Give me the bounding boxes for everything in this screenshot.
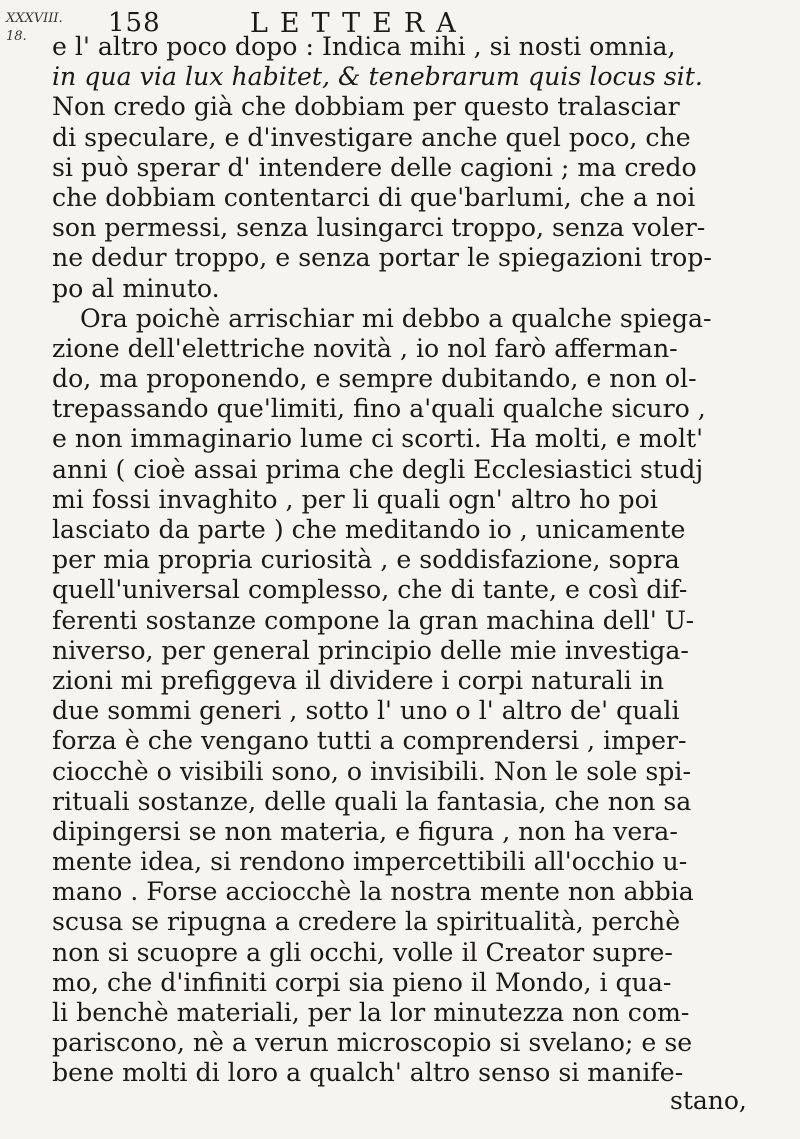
text-line: po al minuto.	[52, 273, 220, 303]
running-title: LETTERA	[250, 8, 468, 39]
text-line: lasciato da parte ) che meditando io , unicamente	[52, 515, 686, 544]
text-line: in qua via lux habitet, & tenebrarum quis locus sit.	[52, 62, 703, 92]
margin-letter-number: XXXVIII.	[6, 11, 63, 26]
text-line: e non immaginario lume ci scorti. Ha molti, e molt'	[52, 424, 704, 454]
text-line: ne dedur troppo, e senza portar le spiegazioni trop-	[52, 243, 712, 273]
text-line: dipingersi se non materia, e figura , non ha vera-	[52, 816, 678, 846]
text-line: zioni mi prefiggeva il dividere i corpi naturali in	[52, 665, 665, 695]
text-line: che dobbiam contentarci di que'barlumi, che a noi	[52, 182, 696, 212]
text-line: mi fossi invaghito , per li quali ogn' altro ho poi	[52, 484, 658, 514]
text-line: do, ma proponendo, e sempre dubitando, e non ol-	[52, 364, 697, 394]
text-line: per mia propria curiosità , e soddisfazione, sopra	[52, 545, 680, 575]
text-line: di speculare, e d'investigare anche quel poco, che	[52, 122, 691, 152]
body-text	[52, 32, 792, 1089]
text-line: ferenti sostanze compone la gran machina dell' U-	[52, 605, 695, 635]
text-line: mano . Forse acciocchè la nostra mente non abbia	[52, 877, 694, 907]
text-line: forza è che vengano tutti a comprendersi , imper-	[52, 726, 687, 756]
text-line: Ora poichè arrischiar mi debbo a qualche spiega-	[80, 303, 712, 333]
text-line: non si scuopre a gli occhi, volle il Creator supre-	[52, 937, 673, 967]
text-line: niverso, per general principio delle mie investiga-	[52, 635, 689, 665]
text-line: mo, che d'infiniti corpi sia pieno il Mondo, i qua-	[52, 967, 672, 997]
text-line: zione dell'elettriche novità , io nol farò afferman-	[52, 333, 678, 363]
text-line: ciocchè o visibili sono, o invisibili. Non le sole spi-	[52, 756, 691, 786]
text-line: due sommi generi , sotto l' uno o l' altro de' quali	[52, 696, 680, 726]
text-line: e l' altro poco dopo : Indica mihi , si nosti omnia,	[52, 32, 676, 61]
text-line: trepassando que'limiti, fino a'quali qualche sicuro ,	[52, 394, 706, 424]
margin-line-number: 18.	[6, 29, 27, 44]
text-line: Non credo già che dobbiam per questo tralasciar	[52, 92, 680, 122]
text-line: pariscono, nè a verun microscopio si svelano; e se	[52, 1028, 693, 1058]
text-line: bene molti di loro a qualch' altro senso si manife-	[52, 1058, 684, 1088]
text-line: scusa se ripugna a credere la spiritualità, perchè	[52, 907, 681, 937]
text-line: mente idea, si rendono impercettibili all'occhio u-	[52, 847, 688, 877]
page-number: 158	[108, 8, 161, 38]
text-line: son permessi, senza lusingarci troppo, senza voler-	[52, 213, 706, 243]
text-line: anni ( cioè assai prima che degli Ecclesiastici studj	[52, 454, 704, 484]
text-line: si può sperar d' intendere delle cagioni ; ma credo	[52, 152, 697, 182]
text-line: quell'universal complesso, che di tante, e così dif-	[52, 575, 688, 605]
text-line: li benchè materiali, per la lor minutezza non com-	[52, 998, 690, 1027]
catchword: stano,	[670, 1086, 747, 1115]
text-line: rituali sostanze, delle quali la fantasia, che non sa	[52, 786, 692, 816]
